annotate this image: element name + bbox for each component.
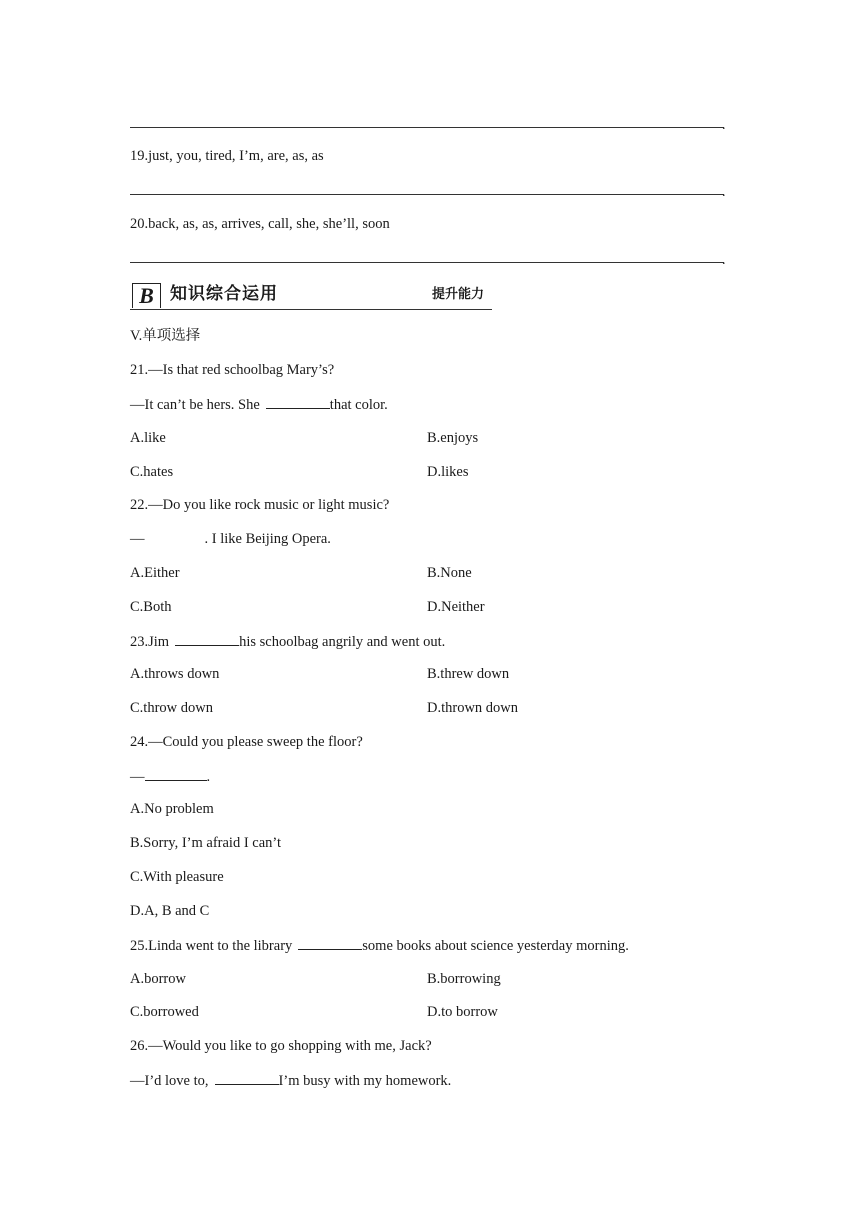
question-26-reply-start: —I’d love to, bbox=[130, 1073, 209, 1089]
question-20-prompt: 20.back, as, as, arrives, call, she, she’ll, soon bbox=[130, 216, 390, 232]
question-24-reply bbox=[130, 767, 210, 786]
option-22-d[interactable]: D.Neither bbox=[427, 599, 485, 615]
blank-23[interactable] bbox=[175, 632, 239, 646]
question-24-stem: 24.—Could you please sweep the floor? bbox=[130, 734, 363, 750]
option-24-a[interactable]: A.No problem bbox=[130, 801, 214, 817]
question-21-reply-end: that color. bbox=[329, 397, 388, 413]
question-25-stem-end: some books about science yesterday morning. bbox=[362, 938, 629, 954]
section-b-rule bbox=[130, 309, 492, 310]
option-25-c[interactable]: C.borrowed bbox=[130, 1004, 199, 1020]
option-24-c[interactable]: C.With pleasure bbox=[130, 869, 224, 885]
question-23-stem-end: his schoolbag angrily and went out. bbox=[239, 634, 446, 650]
question-24-reply-start: — bbox=[130, 769, 145, 785]
option-23-a[interactable]: A.throws down bbox=[130, 666, 220, 682]
answer-period-19: . bbox=[722, 185, 726, 200]
blank-25[interactable] bbox=[298, 936, 362, 950]
question-22-stem: 22.—Do you like rock music or light music? bbox=[130, 497, 390, 513]
option-21-c[interactable]: C.hates bbox=[130, 464, 174, 480]
question-23-stem bbox=[130, 632, 445, 651]
question-22-reply-start: — bbox=[130, 531, 145, 547]
section-v-heading: V.单项选择 bbox=[130, 328, 201, 344]
section-b-badge bbox=[132, 283, 161, 308]
answer-period-20: . bbox=[722, 253, 726, 268]
section-b-letter: B bbox=[139, 283, 154, 308]
question-22-reply-end: . I like Beijing Opera. bbox=[204, 531, 331, 547]
blank-24[interactable] bbox=[145, 767, 207, 781]
question-25-stem-start: 25.Linda went to the library bbox=[130, 938, 293, 954]
option-25-a[interactable]: A.borrow bbox=[130, 971, 186, 987]
answer-line-20[interactable] bbox=[130, 262, 724, 263]
question-21-reply-start: —It can’t be hers. She bbox=[130, 397, 260, 413]
option-24-b[interactable]: B.Sorry, I’m afraid I can’t bbox=[130, 835, 281, 851]
question-22-reply bbox=[130, 530, 331, 548]
question-24-reply-end: . bbox=[206, 769, 211, 785]
option-22-b[interactable]: B.None bbox=[427, 565, 472, 581]
question-26-reply bbox=[130, 1071, 451, 1090]
option-23-d[interactable]: D.thrown down bbox=[427, 700, 519, 716]
option-25-b[interactable]: B.borrowing bbox=[427, 971, 501, 987]
question-19-prompt: 19.just, you, tired, I’m, are, as, as bbox=[130, 148, 324, 164]
blank-21[interactable] bbox=[266, 395, 330, 409]
answer-line-18[interactable] bbox=[130, 127, 724, 128]
section-b-subtitle: 提升能力 bbox=[432, 287, 485, 302]
option-23-b[interactable]: B.threw down bbox=[427, 666, 510, 682]
answer-period-18: . bbox=[722, 118, 726, 133]
option-21-d[interactable]: D.likes bbox=[427, 464, 469, 480]
question-21-reply bbox=[130, 395, 388, 414]
answer-line-19[interactable] bbox=[130, 194, 724, 195]
question-26-reply-end: I’m busy with my homework. bbox=[278, 1073, 452, 1089]
option-25-d[interactable]: D.to borrow bbox=[427, 1004, 498, 1020]
question-26-stem: 26.—Would you like to go shopping with me, Jack? bbox=[130, 1038, 432, 1054]
question-25-stem bbox=[130, 936, 629, 955]
option-22-c[interactable]: C.Both bbox=[130, 599, 172, 615]
option-22-a[interactable]: A.Either bbox=[130, 565, 180, 581]
question-21-stem: 21.—Is that red schoolbag Mary’s? bbox=[130, 362, 335, 378]
option-23-c[interactable]: C.throw down bbox=[130, 700, 213, 716]
option-24-d[interactable]: D.A, B and C bbox=[130, 903, 210, 919]
option-21-a[interactable]: A.like bbox=[130, 430, 166, 446]
question-23-stem-start: 23.Jim bbox=[130, 634, 170, 650]
option-21-b[interactable]: B.enjoys bbox=[427, 430, 479, 446]
section-b-title: 知识综合运用 bbox=[170, 284, 278, 304]
blank-22[interactable] bbox=[145, 530, 205, 543]
blank-26[interactable] bbox=[215, 1071, 279, 1085]
section-b-banner bbox=[130, 281, 492, 310]
